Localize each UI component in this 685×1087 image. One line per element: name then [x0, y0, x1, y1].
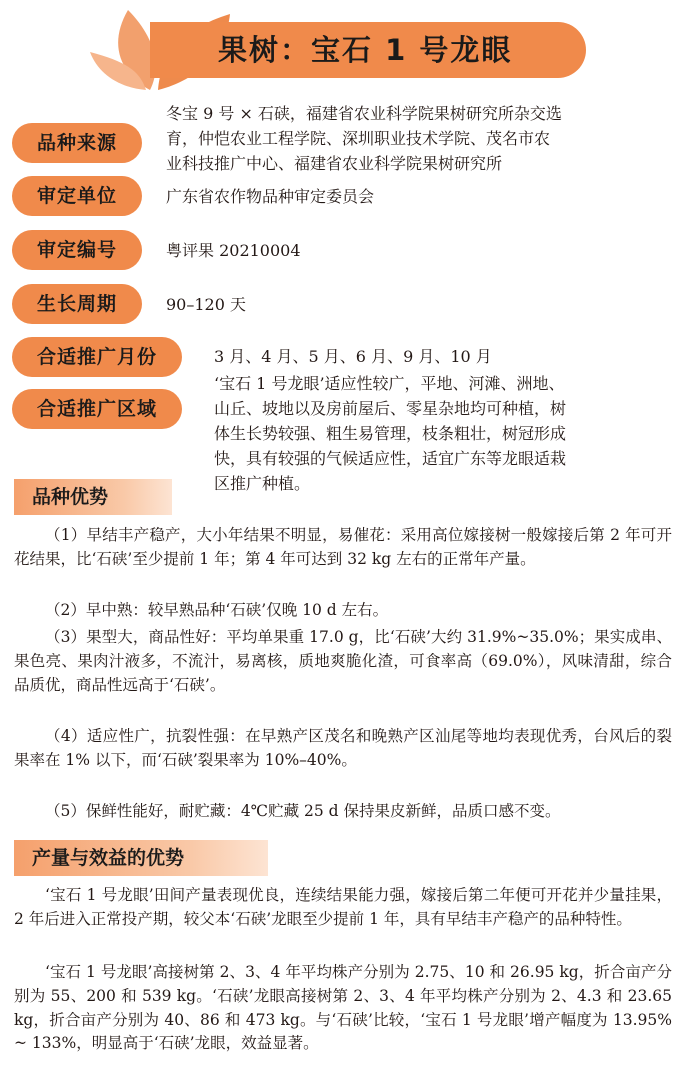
unit-value: 广东省农作物品种审定委员会	[166, 187, 375, 206]
header-banner	[0, 0, 685, 98]
unit-label: 审定单位	[12, 176, 142, 216]
source-line: 冬宝 9 号 × 石硖，福建省农业科学院果树研究所杂交选	[166, 104, 562, 123]
source-line: 育，仲恺农业工程学院、深圳职业技术学院、茂名市农	[166, 129, 551, 148]
yield-paragraph: ‘宝石 1 号龙眼’高接树第 2、3、4 年平均株产分别为 2.75、10 和 26.95 kg，折合亩产分别为 55、200 和 539 kg。‘石硖’龙眼高接树第 2、3、4 年平均株产分别为 2、4.3 和 23.65 kg，折合亩产分别为 40、86 和 473 kg。与‘石硖’比较，‘宝石 1 号龙眼’增产幅度为 13.95% ~ 133%，明显高于‘石硖’龙眼，效益显著。	[14, 963, 672, 1053]
region-value	[214, 371, 566, 496]
region-label: 合适推广区域	[12, 389, 182, 429]
cycle-value: 90–120 天	[166, 295, 246, 314]
region-line: ‘宝石 1 号龙眼’适应性较广，平地、河滩、洲地、	[214, 374, 565, 393]
months-value: 3 月、4 月、5 月、6 月、9 月、10 月	[214, 347, 492, 366]
months-label: 合适推广月份	[12, 337, 182, 377]
number-value: 粤评果 20210004	[166, 241, 301, 260]
advantages-heading: 品种优势	[14, 479, 172, 515]
source-label: 品种来源	[12, 123, 142, 163]
advantage-paragraph: （1）早结丰产稳产，大小年结果不明显，易催花：采用高位嫁接树一般嫁接后第 2 年可开花结果，比‘石硖’至少提前 1 年；第 4 年可达到 32 kg 左右的正常年产量。	[14, 526, 672, 568]
source-line: 业科技推广中心、福建省农业科学院果树研究所	[166, 154, 503, 173]
advantage-paragraph: （3）果型大，商品性好：平均单果重 17.0 g，比‘石硖’大约 31.9%~35.0%；果实成串、果色亮、果肉汁液多，不流汁，易离核，质地爽脆化渣，可食率高（69.0%），风味清甜，综合品质优，商品性远高于‘石硖’。	[14, 628, 672, 694]
advantage-paragraph: （4）适应性广，抗裂性强：在早熟产区茂名和晚熟产区汕尾等地均表现优秀，台风后的裂果率在 1% 以下，而‘石硖’裂果率为 10%–40%。	[14, 727, 672, 769]
yield-heading: 产量与效益的优势	[14, 840, 268, 876]
region-line: 区推广种植。	[214, 474, 311, 493]
advantage-paragraph: （5）保鲜性能好，耐贮藏：4℃贮藏 25 d 保持果皮新鲜，品质口感不变。	[45, 802, 561, 820]
region-line: 山丘、坡地以及房前屋后、零星杂地均可种植，树	[214, 399, 567, 418]
cycle-label: 生长周期	[12, 284, 142, 324]
region-line: 体生长势较强、粗生易管理，枝条粗壮，树冠形成	[214, 424, 567, 443]
advantage-paragraph: （2）早中熟：较早熟品种‘石硖’仅晚 10 d 左右。	[45, 601, 389, 619]
page-title: 果树：宝石 1 号龙眼	[218, 33, 513, 67]
source-value	[166, 101, 562, 176]
number-label: 审定编号	[12, 230, 142, 270]
region-line: 快，具有较强的气候适应性，适宜广东等龙眼适栽	[214, 449, 567, 468]
yield-paragraph: ‘宝石 1 号龙眼’田间产量表现优良，连续结果能力强，嫁接后第二年便可开花并少量挂果，2 年后进入正常投产期，较父本‘石硖’龙眼至少提前 1 年，具有早结丰产稳产的品种特性。	[14, 886, 672, 928]
